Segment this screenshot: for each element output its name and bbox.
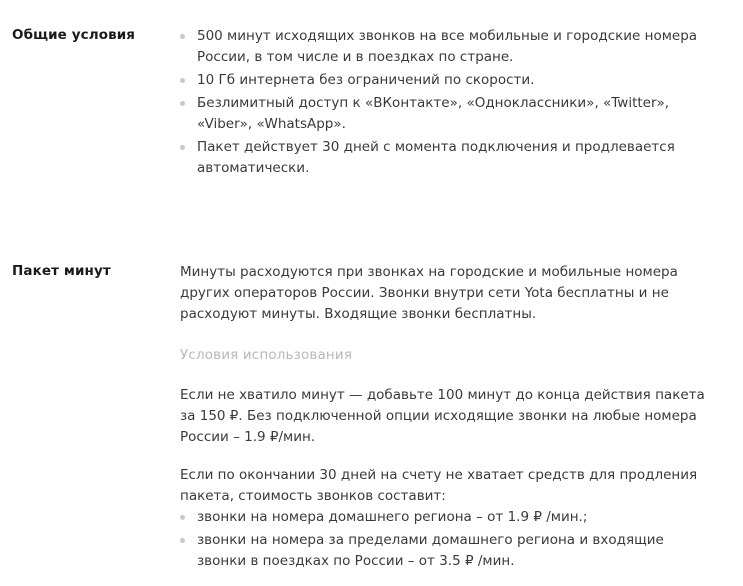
list-item-text: 500 минут исходящих звонков на все мобильные и городские номера России, в том числе и в поездках по стране. — [197, 28, 698, 65]
list-item-text: 10 Гб интернета без ограничений по скорости. — [197, 71, 535, 88]
call-rates-list — [180, 507, 713, 572]
section-body-minutes-package — [180, 262, 743, 573]
list-item-text: Пакет действует 30 дней с момента подключения и продлевается автоматически. — [197, 138, 675, 176]
section-label-general-conditions: Общие условия — [12, 27, 136, 43]
section-general-conditions — [0, 26, 743, 180]
list-item — [180, 70, 713, 91]
expiration-paragraph: Если по окончании 30 дней на счету не хватает средств для продления пакета, стоимость звонков составит: — [180, 466, 698, 504]
list-item — [180, 137, 713, 179]
list-item-text: звонки на номера за пределами домашнего региона и входящие звонки в поездках по России – от 3.5 ₽ /мин. — [197, 531, 664, 569]
section-label-minutes-package: Пакет минут — [12, 263, 111, 280]
list-item — [180, 507, 713, 528]
minutes-intro-paragraph: Минуты расходуются при звонках на городские и мобильные номера других операторов России. Звонки внутри сети Yota бесплатны и не расходуют минуты. Входящие звонки бесплатны. — [180, 264, 678, 323]
usage-conditions-heading: Условия использования — [180, 347, 353, 364]
list-item — [180, 93, 713, 135]
list-item-text: Безлимитный доступ к «ВКонтакте», «Одноклассники», «Twitter», «Viber», «WhatsApp». — [197, 94, 670, 132]
list-item-text: звонки на номера домашнего региона – от 1.9 ₽ /мин.; — [197, 508, 588, 525]
extra-minutes-paragraph: Если не хватило минут — добавьте 100 минут до конца действия пакета за 150 ₽. Без подключенной опции исходящие звонки на любые номера России – 1.9 ₽/мин. — [180, 387, 705, 445]
list-item — [180, 26, 713, 68]
section-body-general-conditions — [180, 26, 743, 180]
general-conditions-list — [180, 26, 713, 178]
section-minutes-package — [0, 262, 743, 573]
list-item — [180, 530, 713, 572]
